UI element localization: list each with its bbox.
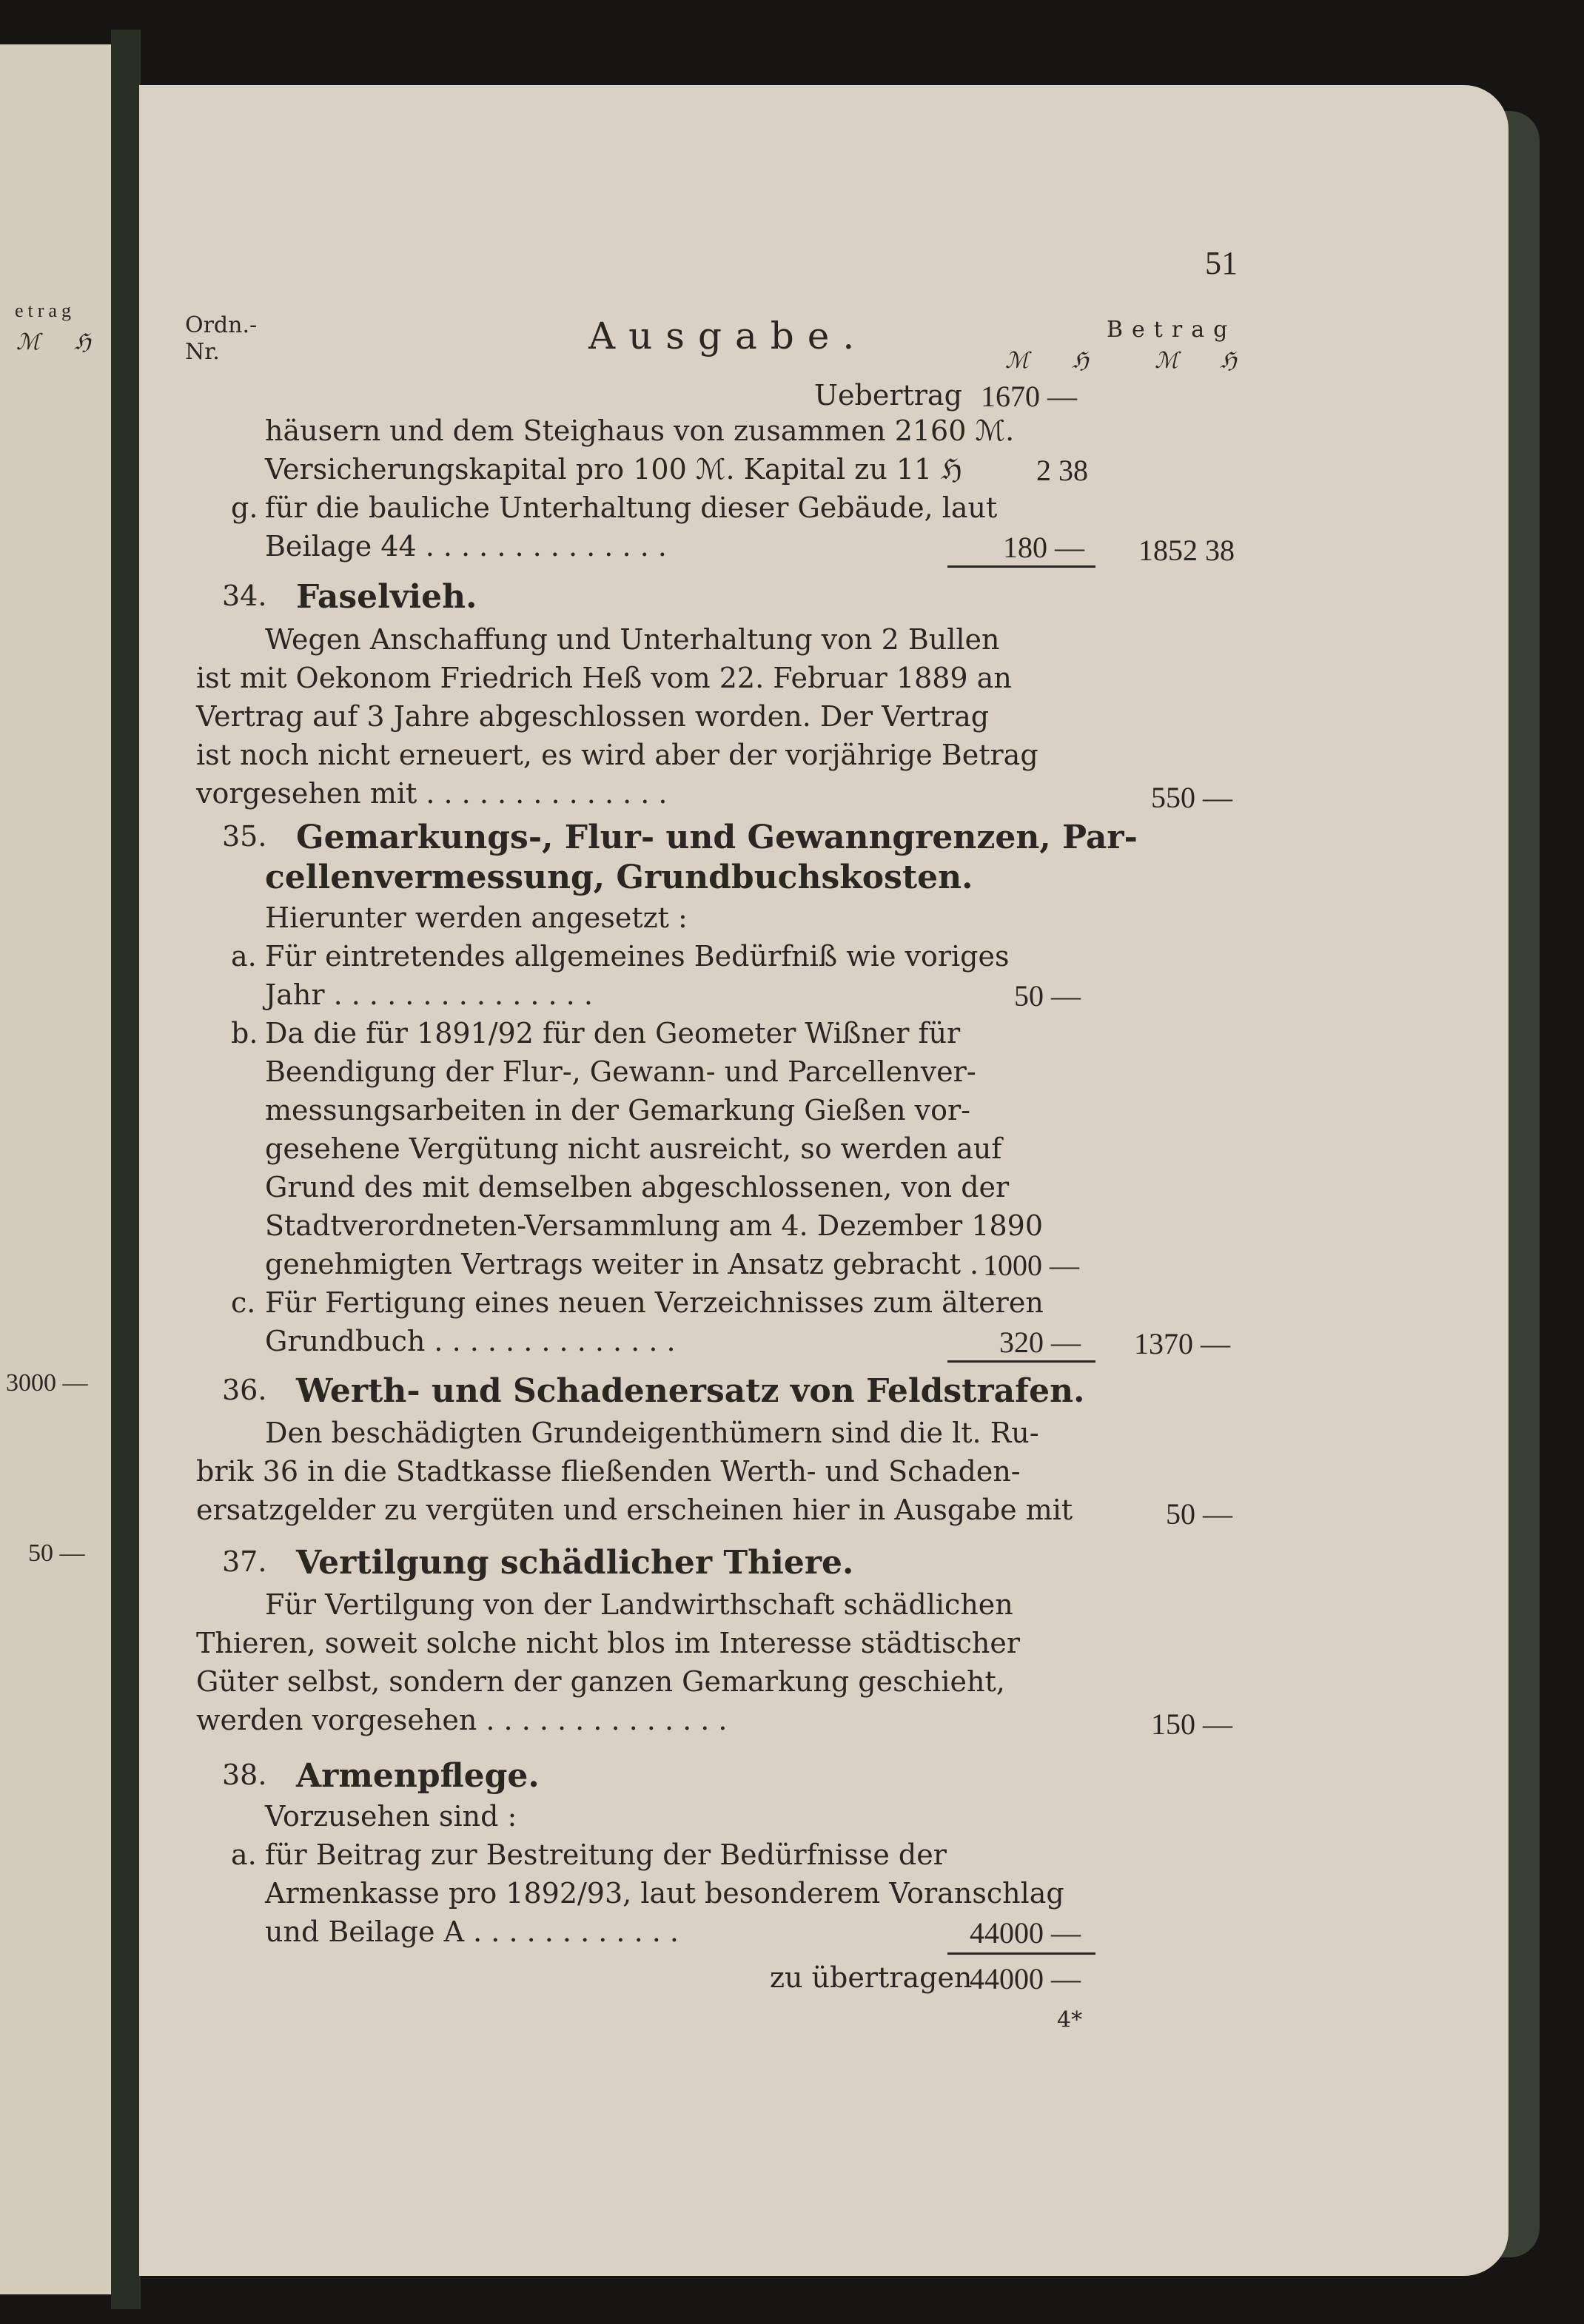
text-line: Stadtverordneten-Versammlung am 4. Dezember 1890 [265, 1209, 1044, 1242]
text-line: Grundbuch . . . . . . . . . . . . . . [265, 1325, 676, 1357]
left-pf-label: ℌ [74, 330, 91, 355]
item-label: b. [231, 1017, 258, 1050]
text-line: vorgesehen mit . . . . . . . . . . . . . . [196, 777, 668, 810]
text-line: Beilage 44 . . . . . . . . . . . . . . [265, 530, 667, 562]
text-line: Den beschädigten Grundeigenthümern sind die lt. Ru- [265, 1417, 1039, 1449]
text-line: häusern und dem Steighaus von zusammen 2160 ℳ. [265, 414, 1015, 447]
pf-col1: ℌ [1072, 348, 1089, 374]
section-title: Gemarkungs-, Flur- und Gewanngrenzen, Par- [296, 819, 1138, 856]
text-line: Versicherungskapital pro 100 ℳ. Kapital zu 11 ℌ [265, 453, 962, 486]
item-label: c. [231, 1286, 256, 1319]
text-line: für die bauliche Unterhaltung dieser Gebäude, laut [265, 491, 998, 524]
subtotal: 150 — [1151, 1707, 1232, 1741]
left-value-2: 50 — [28, 1539, 85, 1567]
uebertrag-label: Uebertrag [814, 379, 962, 412]
left-betrag-label: etrag [15, 300, 75, 321]
section-title: Vertilgung schädlicher Thiere. [296, 1544, 854, 1582]
amount: 44000 — [970, 1916, 1081, 1949]
mark-col2: ℳ [1155, 348, 1179, 374]
text-line: Wegen Anschaffung und Unterhaltung von 2 Bullen [265, 623, 1000, 656]
section-number: 38. [222, 1759, 267, 1791]
sum-rule [947, 1952, 1095, 1955]
amount: 320 — [999, 1326, 1081, 1359]
text-line: messungsarbeiten in der Gemarkung Gießen vor- [265, 1094, 971, 1126]
text-line: Güter selbst, sondern der ganzen Gemarkung geschieht, [196, 1665, 1005, 1698]
item-label: g. [231, 491, 258, 524]
text-line: Für Fertigung eines neuen Verzeichnisses zum älteren [265, 1286, 1044, 1319]
sum-rule [947, 1360, 1095, 1363]
text-line: Da die für 1891/92 für den Geometer Wißner für [265, 1017, 961, 1050]
text-line: Jahr . . . . . . . . . . . . . . . [265, 978, 593, 1011]
text-line: und Beilage A . . . . . . . . . . . . [265, 1915, 679, 1948]
page-title: Ausgabe. [588, 315, 868, 357]
text-line: werden vorgesehen . . . . . . . . . . . . . . [196, 1704, 728, 1736]
pf-col2: ℌ [1220, 348, 1237, 374]
book-spine [111, 30, 141, 2309]
text-line: Vertrag auf 3 Jahre abgeschlossen worden. Der Vertrag [196, 700, 990, 733]
section-title: Faselvieh. [296, 578, 477, 616]
text-line: Vorzusehen sind : [265, 1800, 517, 1833]
text-line: Hierunter werden angesetzt : [265, 901, 688, 934]
subtotal: 1370 — [1134, 1327, 1230, 1360]
text-line: genehmigten Vertrags weiter in Ansatz gebracht . . [265, 1248, 997, 1280]
section-number: 34. [222, 580, 267, 612]
text-line: Grund des mit demselben abgeschlossenen, von der [265, 1171, 1010, 1203]
text-line: Armenkasse pro 1892/93, laut besonderem Voranschlag [265, 1877, 1064, 1910]
item-label: a. [231, 940, 257, 973]
text-line: für Beitrag zur Bestreitung der Bedürfnisse der [265, 1838, 947, 1871]
amount: 2 38 [1036, 454, 1088, 487]
text-line: Thieren, soweit solche nicht blos im Interesse städtischer [196, 1627, 1020, 1659]
page-number: 51 [1205, 245, 1238, 281]
section-title: Armenpflege. [296, 1757, 540, 1795]
carry-label: zu übertragen [770, 1961, 973, 1994]
carry-value: 44000 — [970, 1962, 1081, 1995]
ordn-label: Ordn.- Nr. [185, 312, 258, 365]
subtotal: 1852 38 [1138, 534, 1235, 567]
amount: 180 — [1003, 531, 1084, 564]
left-page-edge [0, 44, 111, 2294]
betrag-label: Betrag [1107, 317, 1237, 343]
left-value-1: 3000 — [6, 1369, 88, 1397]
subtotal: 550 — [1151, 781, 1232, 814]
uebertrag-value: 1670 — [981, 380, 1077, 413]
amount: 50 — [1014, 979, 1081, 1012]
subtotal: 50 — [1166, 1497, 1232, 1531]
item-label: a. [231, 1838, 257, 1871]
text-line: ist noch nicht erneuert, es wird aber der vorjährige Betrag [196, 739, 1038, 771]
text-line: brik 36 in die Stadtkasse fließenden Werth- und Schaden- [196, 1455, 1021, 1488]
text-line: ist mit Oekonom Friedrich Heß vom 22. Februar 1889 an [196, 662, 1012, 694]
section-number: 37. [222, 1545, 267, 1578]
text-line: Beendigung der Flur-, Gewann- und Parcellenver- [265, 1055, 976, 1088]
mark-col1: ℳ [1005, 348, 1030, 374]
section-number: 35. [222, 820, 267, 853]
text-line: Für Vertilgung von der Landwirthschaft schädlichen [265, 1588, 1013, 1621]
text-line: Für eintretendes allgemeines Bedürfniß wie voriges [265, 940, 1010, 973]
left-mark-label: ℳ [16, 330, 41, 355]
text-line: ersatzgelder zu vergüten und erscheinen hier in Ausgabe mit [196, 1494, 1073, 1526]
text-line: gesehene Vergütung nicht ausreicht, so werden auf [265, 1132, 1002, 1165]
section-title: cellenvermessung, Grundbuchskosten. [265, 859, 973, 896]
section-title: Werth- und Schadenersatz von Feldstrafen. [296, 1372, 1085, 1410]
section-number: 36. [222, 1374, 267, 1406]
sum-rule [947, 565, 1095, 568]
signature-mark: 4* [1057, 2007, 1083, 2033]
amount: 1000 — [983, 1249, 1079, 1282]
